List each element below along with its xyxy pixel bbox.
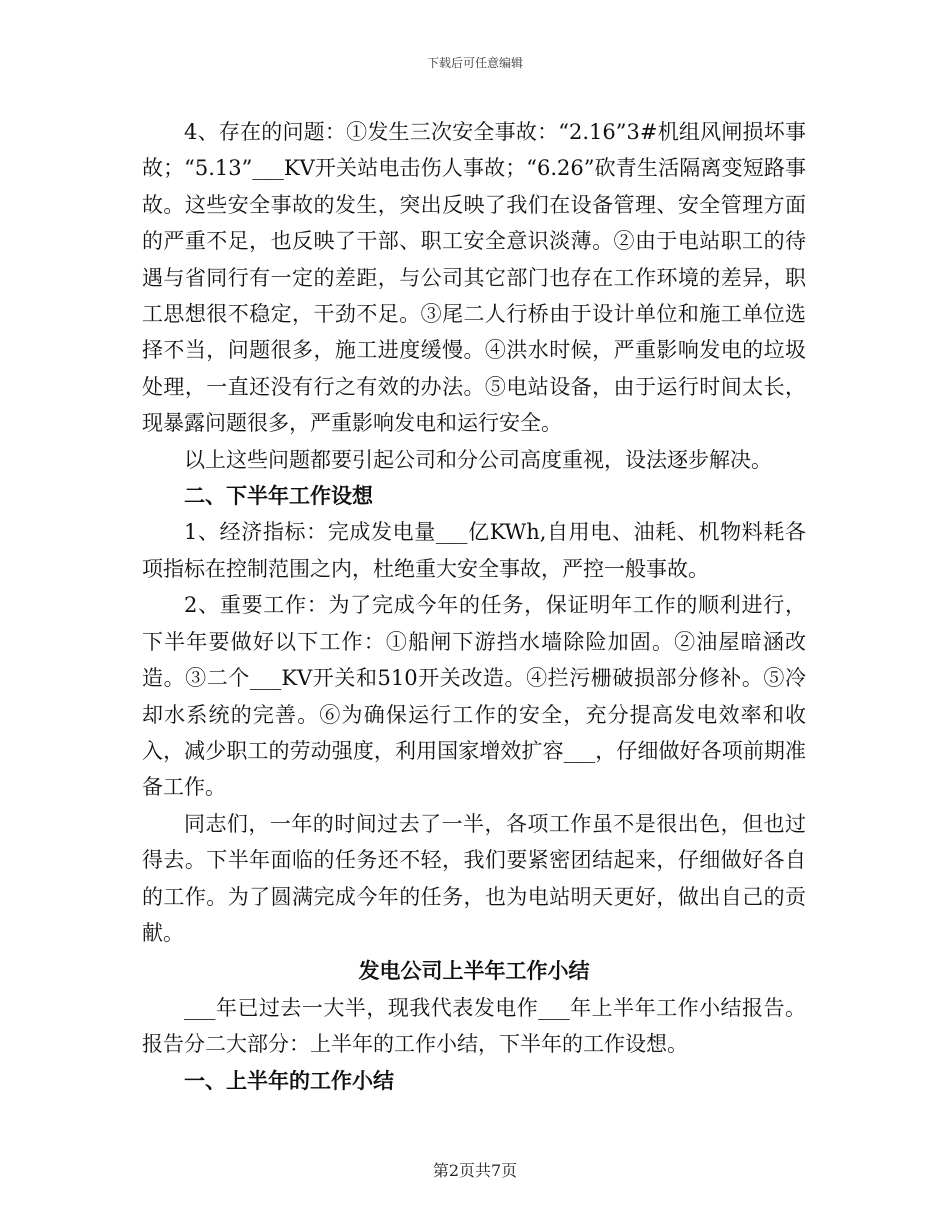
document-title: 发电公司上半年工作小结 (358, 958, 590, 984)
paragraph-key-tasks: 2、重要工作：为了完成今年的任务，保证明年工作的顺利进行，下半年要做好以下工作：①船闸下游挡水墙除险加固。②油屋暗涵改造。③二个___KV开关和510开关改造。④拦污栅破损部分修补。⑤冷却水系统的完善。⑥为确保运行工作的安全，充分提高发电效率和收入，减少职工的劳动强度，利用国家增效扩容___，仔细做好各项前期准备工作。 (142, 593, 806, 800)
paragraph-economic-indicators: 1、经济指标：完成发电量___亿KWh,自用电、油耗、机物料耗各项指标在控制范围之内，杜绝重大安全事故，严控一般事故。 (142, 520, 806, 581)
paragraph-existing-problems: 4、存在的问题：①发生三次安全事故：“2.16”3#机组风闸损坏事故；“5.13”___KV开关站电击伤人事故；“6.26”砍青生活隔离变短路事故。这些安全事故的发生，突出反映了我们在设备管理、安全管理方面的严重不足，也反映了干部、职工安全意识淡薄。②由于电站职工的待遇与省同行有一定的差距，与公司其它部门也存在工作环境的差异，职工思想很不稳定，干劲不足。③尾二人行桥由于设计单位和施工单位选择不当，问题很多，施工进度缓慢。④洪水时候，严重影响发电的垃圾处理，一直还没有行之有效的办法。⑤电站设备，由于运行时间太长，现暴露问题很多，严重影响发电和运行安全。 (142, 120, 806, 436)
paragraph-closing-remarks: 同志们，一年的时间过去了一半，各项工作虽不是很出色，但也过得去。下半年面临的任务还不轻，我们要紧密团结起来，仔细做好各自的工作。为了圆满完成今年的任务，也为电站明天更好，做出自己的贡献。 (142, 811, 806, 945)
section-heading-first-half-summary: 一、上半年的工作小结 (184, 1067, 394, 1093)
document-body (142, 114, 806, 1099)
section-heading-second-half-plan: 二、下半年工作设想 (184, 483, 373, 509)
page-footer: 第2页共7页 (432, 1161, 518, 1180)
page-header: 下载后可任意编辑 (426, 56, 523, 70)
paragraph-report-intro: ___年已过去一大半，现我代表发电作___年上半年工作小结报告。报告分二大部分：上半年的工作小结，下半年的工作设想。 (142, 995, 806, 1057)
paragraph-problems-conclusion: 以上这些问题都要引起公司和分公司高度重视，设法逐步解决。 (184, 447, 772, 472)
